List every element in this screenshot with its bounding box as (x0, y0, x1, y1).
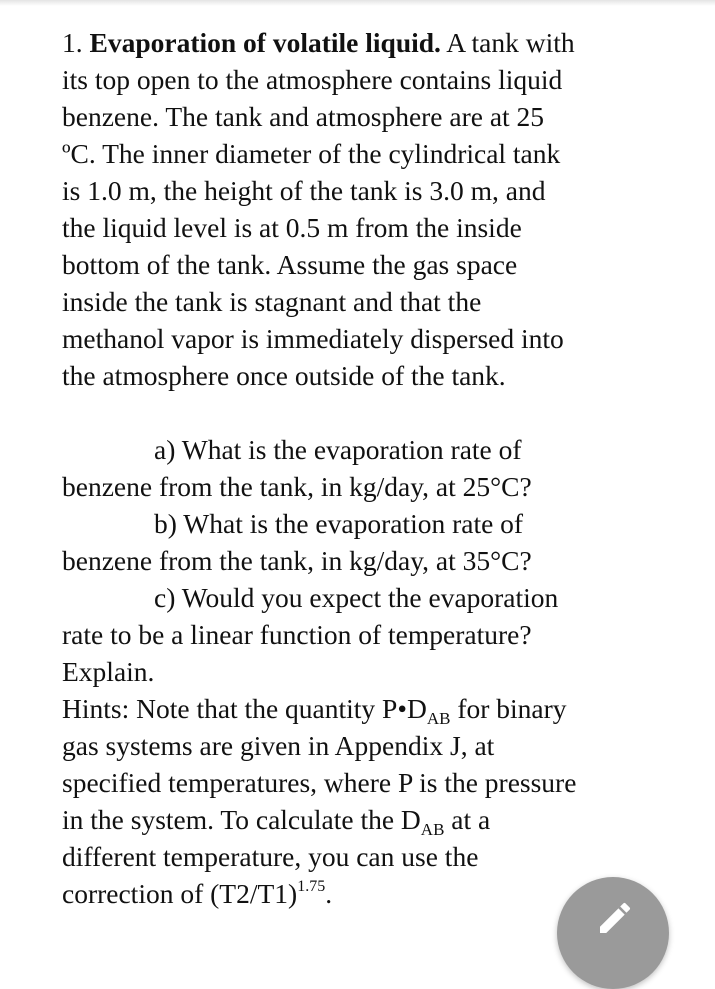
question-a-cont: benzene from the tank, in kg/day, at 25°C? (62, 471, 532, 502)
problem-number: 1. (62, 27, 83, 58)
hints-line-6: correction of $(T2/T1)^{1.75}$. (62, 878, 333, 909)
question-b-cont: benzene from the tank, in kg/day, at 35°C? (62, 545, 532, 576)
hints-line: gas systems are given in Appendix J, at (62, 730, 495, 761)
problem-line: benzene. The tank and atmosphere are at 25 (62, 101, 545, 132)
subscript: AB (420, 820, 445, 839)
problem-line: inside the tank is stagnant and that the (62, 286, 482, 317)
superscript: 1.75 (297, 878, 326, 895)
question-c-cont: Explain. (62, 656, 155, 687)
problem-line: the liquid level is at 0.5 m from the inside (62, 212, 522, 243)
problem-text (62, 24, 662, 912)
question-c: c) Would you expect the evaporation (154, 582, 559, 613)
question-c-cont: rate to be a linear function of temperature? (62, 619, 532, 650)
problem-line: its top open to the atmosphere contains liquid (62, 64, 563, 95)
subscript: AB (426, 709, 451, 728)
problem-title: Evaporation of volatile liquid. (89, 27, 441, 58)
problem-line-1: 1. Evaporation of volatile liquid. A tank with (62, 27, 575, 58)
pencil-icon (595, 898, 635, 938)
problem-line: is 1.0 m, the height of the tank is 3.0 m, and (62, 175, 546, 206)
problem-line: the atmosphere once outside of the tank. (62, 360, 506, 391)
problem-line: bottom of the tank. Assume the gas space (62, 249, 518, 280)
question-a: a) What is the evaporation rate of (154, 434, 522, 465)
question-b: b) What is the evaporation rate of (154, 508, 524, 539)
hints-line-1: Hints: Note that the quantity $P•D_{AB}$ for binary (62, 693, 567, 728)
problem-line: methanol vapor is immediately dispersed into (62, 323, 564, 354)
edit-fab-button[interactable] (557, 877, 669, 989)
paragraph-gap (62, 394, 662, 431)
hints-line: specified temperatures, where P is the pressure (62, 767, 577, 798)
problem-line: ºC. The inner diameter of the cylindrical tank (62, 138, 561, 169)
top-shadow-bar (0, 0, 715, 6)
hints-line: different temperature, you can use the (62, 841, 479, 872)
hints-line-4: in the system. To calculate the $D_{AB}$ at a (62, 804, 491, 839)
